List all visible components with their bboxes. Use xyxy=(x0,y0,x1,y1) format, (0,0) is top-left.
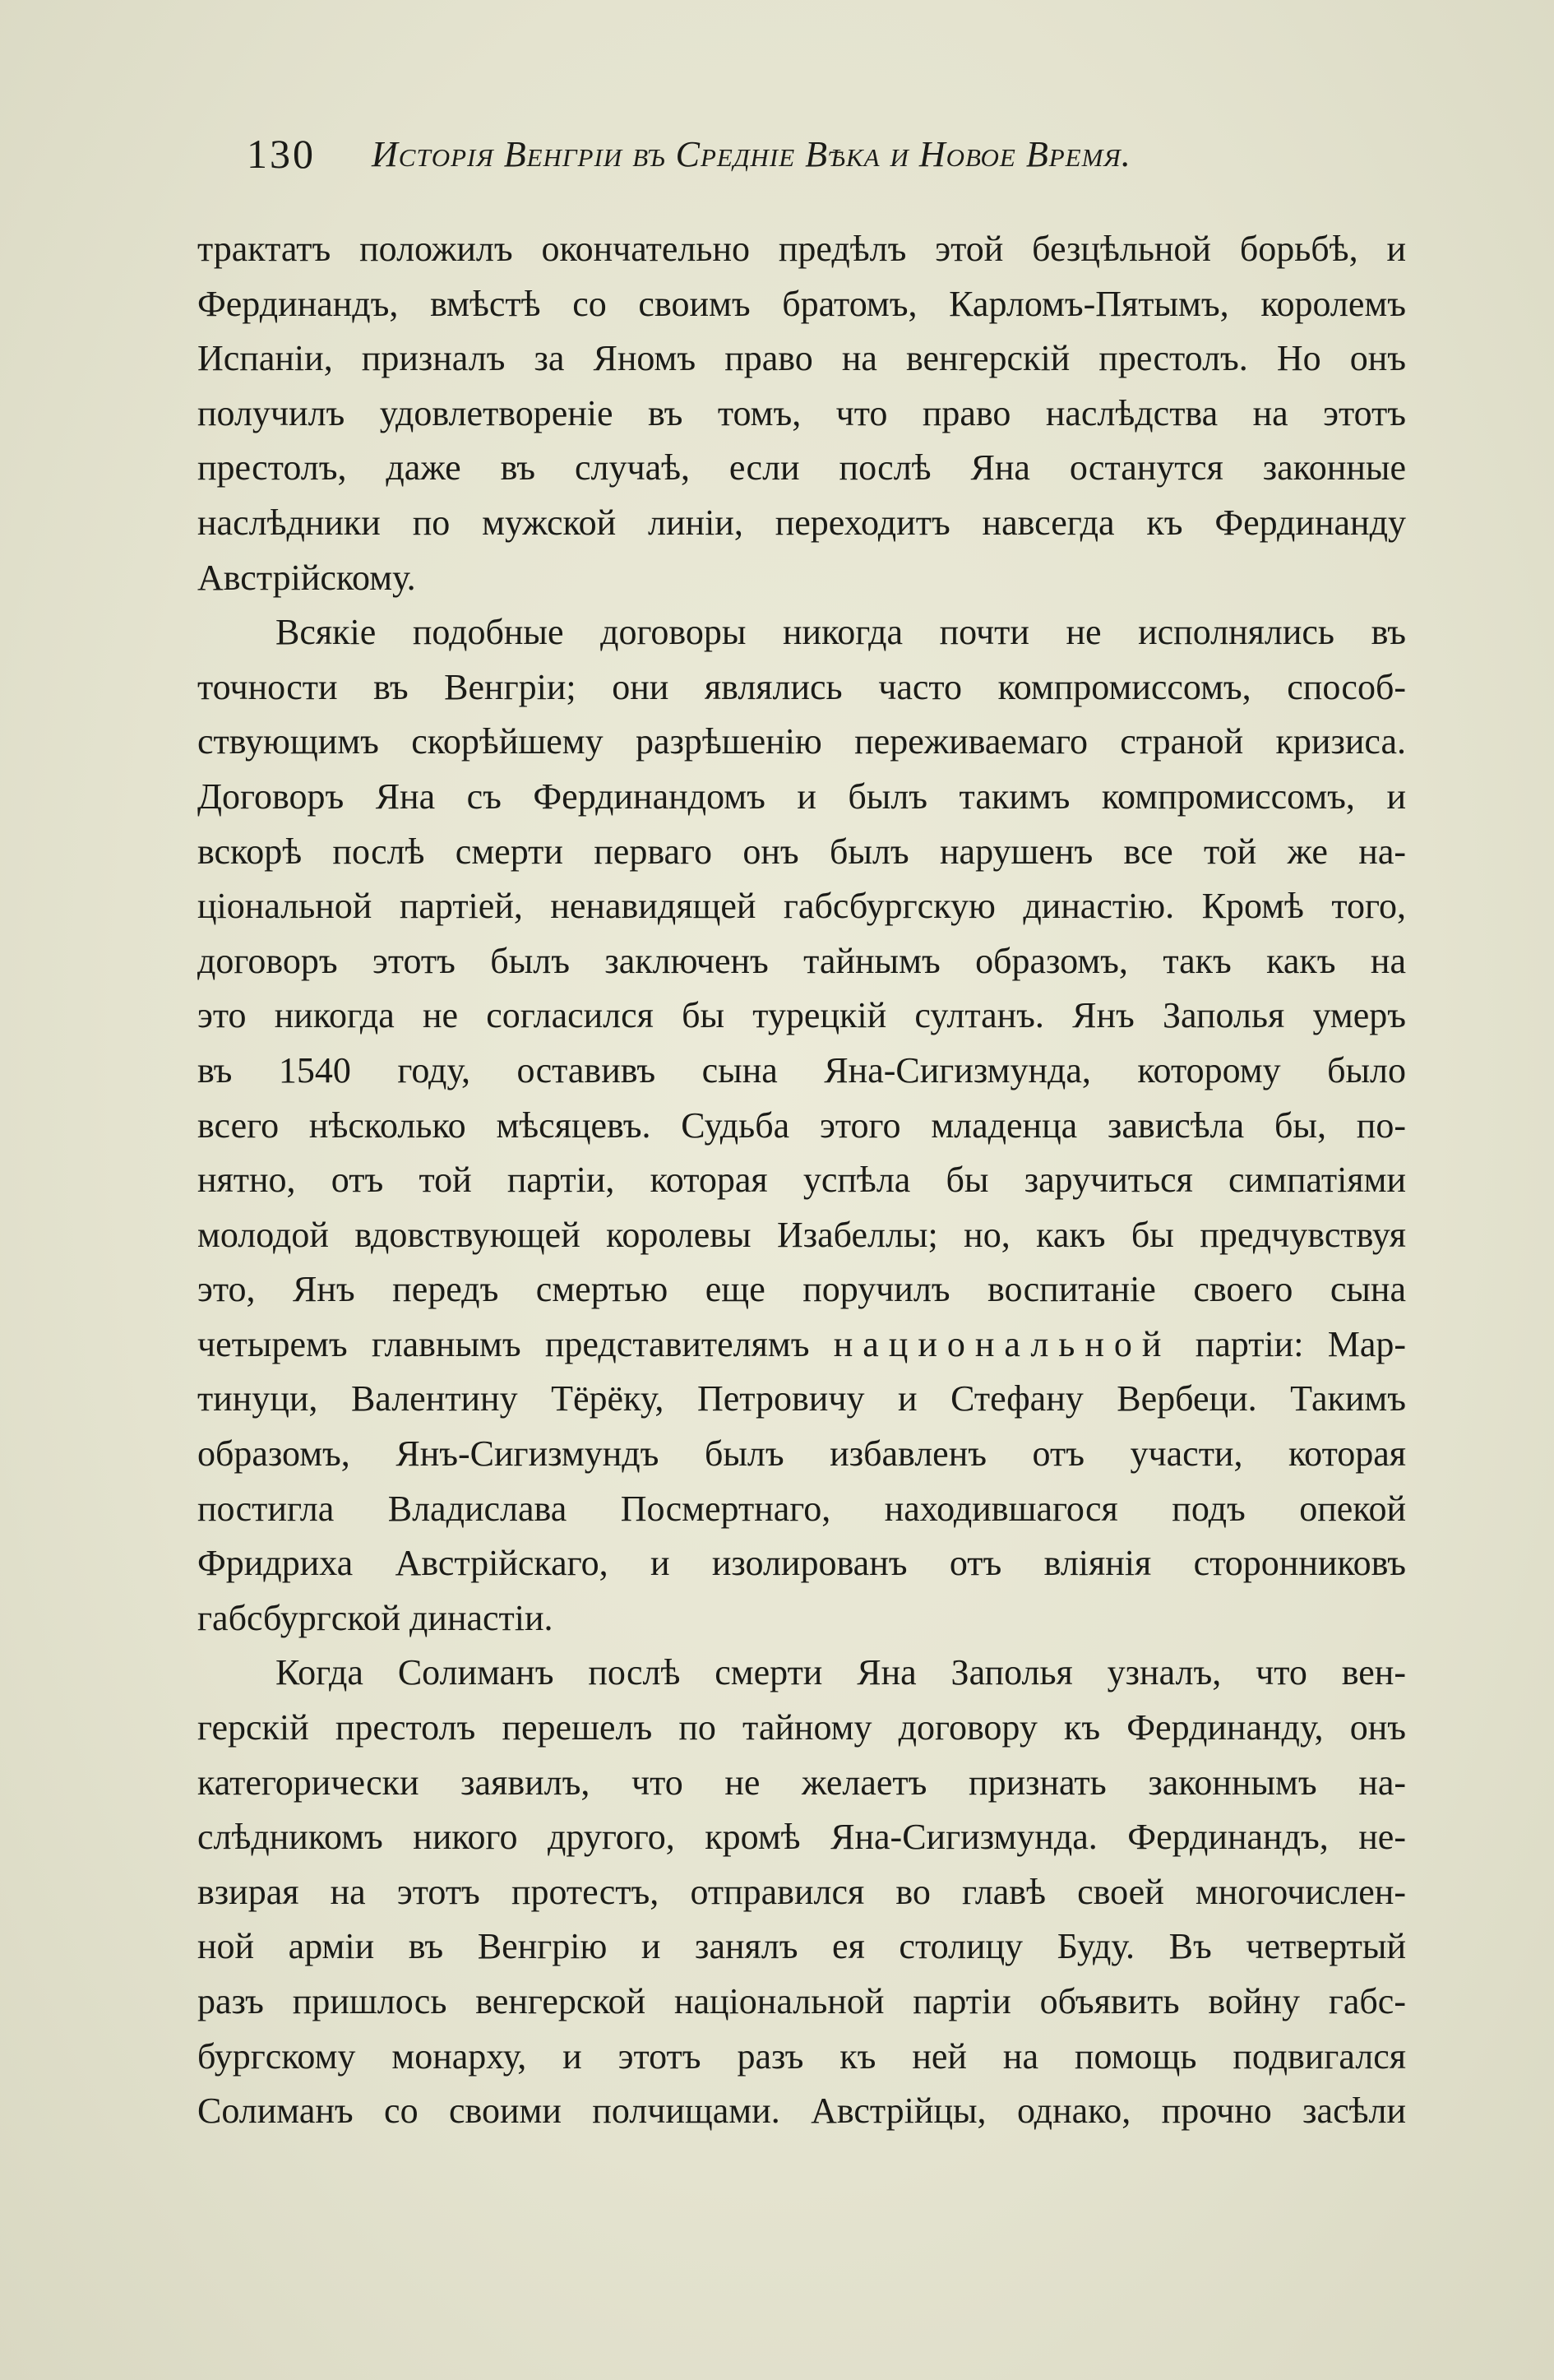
spaced-word: национальной xyxy=(833,1323,1172,1364)
text-line: ціональной партіей, ненавидящей габсбургскую династію. Кромѣ того, xyxy=(197,886,1406,927)
paragraph xyxy=(197,605,1406,1646)
text-line: молодой вдовствующей королевы Изабеллы; но, какъ бы предчувствуя xyxy=(197,1214,1406,1255)
text-line: габсбургской династіи. xyxy=(197,1597,553,1638)
page-number: 130 xyxy=(247,131,316,177)
text-line: договоръ этотъ былъ заключенъ тайнымъ образомъ, такъ какъ на xyxy=(197,940,1406,981)
text-line: наслѣдники по мужской линіи, переходитъ навсегда къ Фердинанду xyxy=(197,502,1406,543)
text-line: Фердинандъ, вмѣстѣ со своимъ братомъ, Карломъ-Пятымъ, королемъ xyxy=(197,283,1406,324)
body-text xyxy=(197,222,1406,2139)
text-line: въ 1540 году, оставивъ сына Яна-Сигизмунда, которому было xyxy=(197,1049,1406,1090)
text-line: взирая на этотъ протестъ, отправился во главѣ своей многочислен- xyxy=(197,1871,1406,1912)
text-line: получилъ удовлетвореніе въ томъ, что право наслѣдства на этотъ xyxy=(197,392,1406,433)
text-line: это никогда не согласился бы турецкій султанъ. Янъ Заполья умеръ xyxy=(197,995,1406,1036)
text-line: бургскому монарху, и этотъ разъ къ ней на помощь подвигался xyxy=(197,2035,1406,2077)
line-part: четыремъ главнымъ представителямъ xyxy=(197,1323,810,1364)
text-line: постигла Владислава Посмертнаго, находившагося подъ опекой xyxy=(197,1488,1406,1529)
text-line: ствующимъ скорѣйшему разрѣшенію переживаемаго страной кризиса. xyxy=(197,721,1406,762)
text-line: это, Янъ передъ смертью еще поручилъ воспитаніе своего сына xyxy=(197,1269,1406,1310)
text-line: престолъ, даже въ случаѣ, если послѣ Яна останутся законные xyxy=(197,447,1406,489)
text-line: Солиманъ со своими полчищами. Австрійцы, однако, прочно засѣли xyxy=(197,2091,1406,2132)
line-part: партіи: Мар- xyxy=(1195,1323,1406,1364)
text-line xyxy=(197,1317,1406,1373)
text-line: Когда Солиманъ послѣ смерти Яна Заполья узналъ, что вен- xyxy=(275,1652,1406,1693)
running-title: Исторія Венгріи въ Средніе Вѣка и Новое Время. xyxy=(372,134,1131,174)
text-line: тинуци, Валентину Тёрёку, Петровичу и Стефану Вербеци. Такимъ xyxy=(197,1378,1406,1419)
text-line: герскій престолъ перешелъ по тайному договору къ Фердинанду, онъ xyxy=(197,1707,1406,1748)
text-line: категорически заявилъ, что не желаетъ признать законнымъ на- xyxy=(197,1762,1406,1803)
text-line: вскорѣ послѣ смерти перваго онъ былъ нарушенъ все той же на- xyxy=(197,831,1406,872)
text-line: Австрійскому. xyxy=(197,557,416,598)
text-line: слѣдникомъ никого другого, кромѣ Яна-Сигизмунда. Фердинандъ, не- xyxy=(197,1817,1406,1858)
text-line: нятно, отъ той партіи, которая успѣла бы заручиться симпатіями xyxy=(197,1160,1406,1201)
paragraph xyxy=(197,222,1406,605)
running-header xyxy=(247,130,1283,196)
text-line: точности въ Венгріи; они являлись часто компромиссомъ, способ- xyxy=(197,666,1406,707)
paragraph xyxy=(197,1646,1406,2138)
text-line: образомъ, Янъ-Сигизмундъ былъ избавленъ отъ участи, которая xyxy=(197,1433,1406,1475)
text-line: Фридриха Австрійскаго, и изолированъ отъ вліянія сторонниковъ xyxy=(197,1543,1406,1584)
text-line: Испаніи, призналъ за Яномъ право на венгерскій престолъ. Но онъ xyxy=(197,338,1406,379)
text-line: Договоръ Яна съ Фердинандомъ и былъ такимъ компромиссомъ, и xyxy=(197,776,1406,817)
text-line: всего нѣсколько мѣсяцевъ. Судьба этого младенца зависѣла бы, по- xyxy=(197,1104,1406,1146)
text-line: трактатъ положилъ окончательно предѣлъ этой безцѣльной борьбѣ, и xyxy=(197,229,1406,269)
text-line: Всякіе подобные договоры никогда почти не исполнялись въ xyxy=(275,612,1406,653)
text-line: разъ пришлось венгерской національной партіи объявить войну габс- xyxy=(197,1981,1406,2021)
text-line: ной арміи въ Венгрію и занялъ ея столицу Буду. Въ четвертый xyxy=(197,1926,1406,1967)
